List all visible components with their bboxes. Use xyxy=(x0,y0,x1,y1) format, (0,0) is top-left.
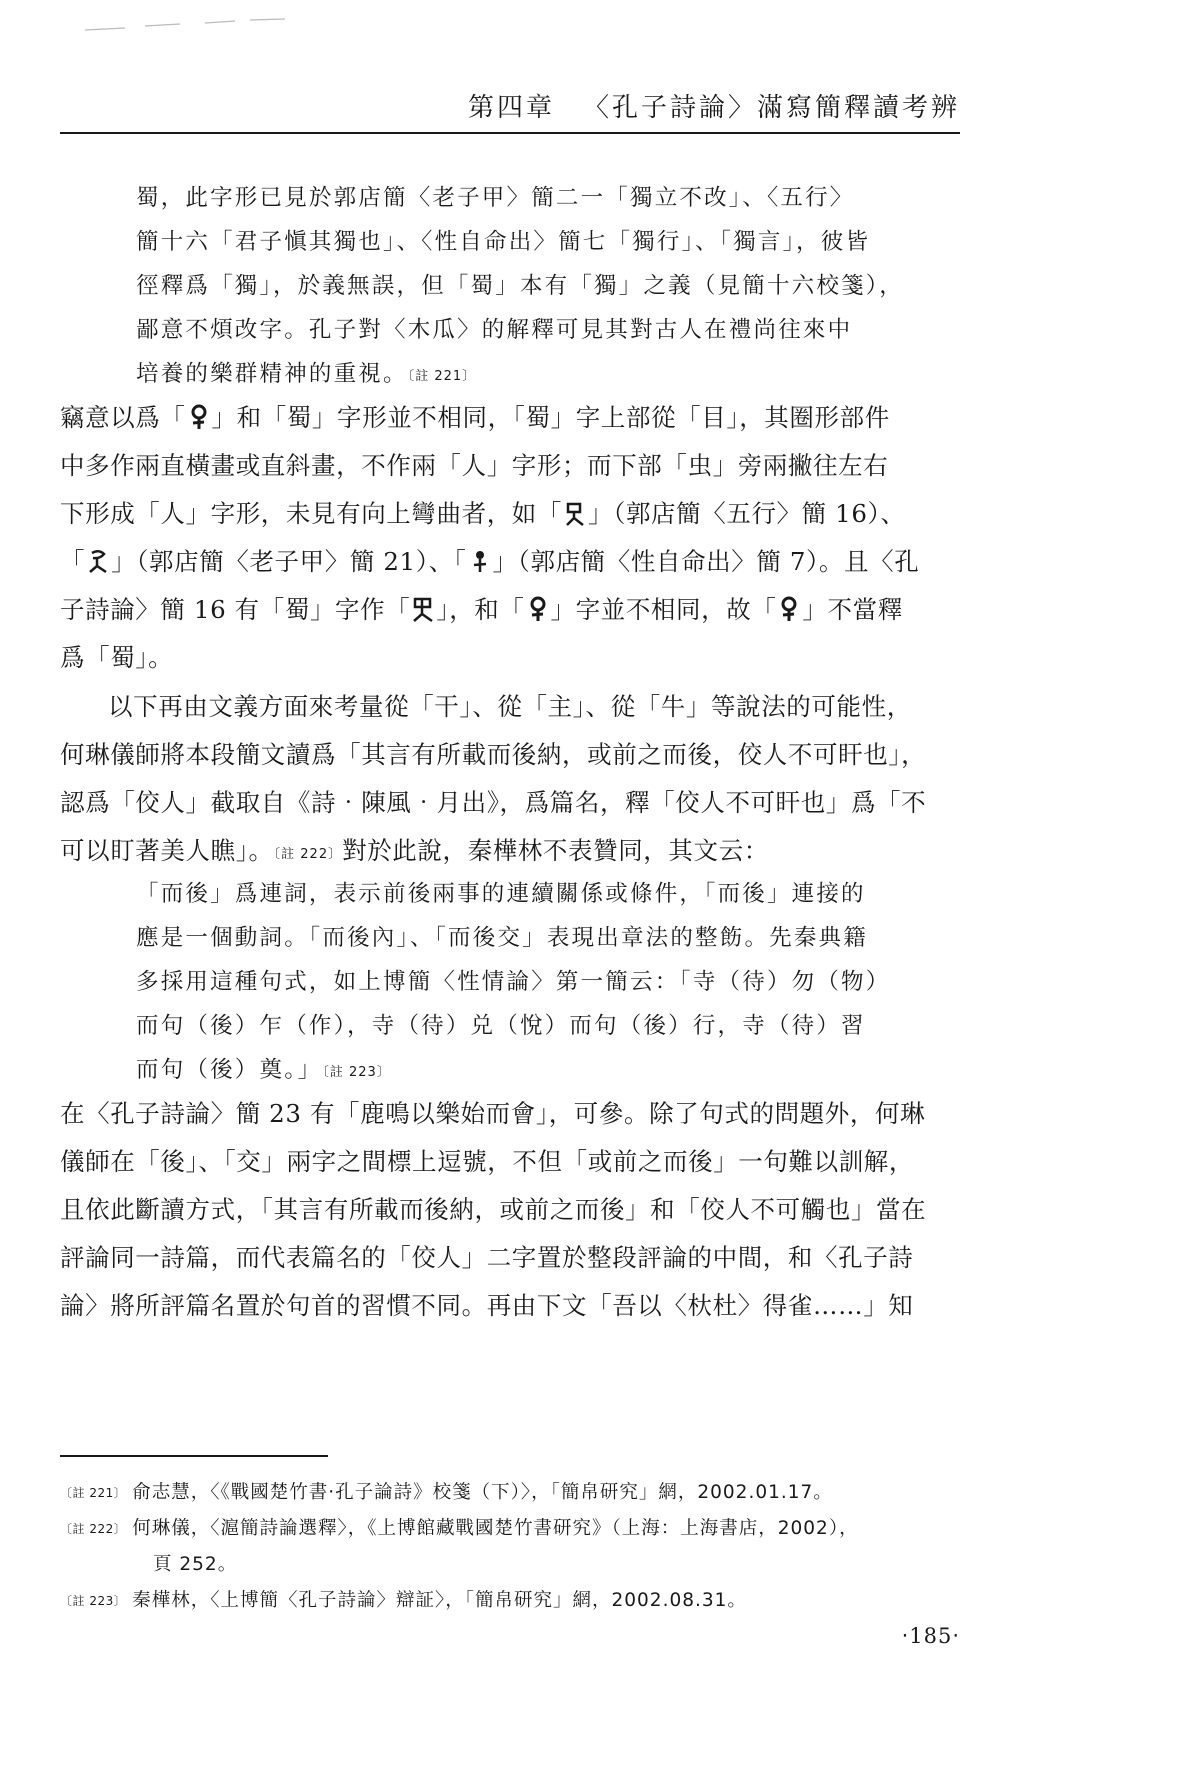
quote-line: 鄙意不煩改字。孔子對〈木瓜〉的解釋可見其對古人在禮尚往來中 xyxy=(136,317,853,343)
footnote-tag: 〔註 222〕 xyxy=(60,1522,127,1536)
body-line: 評論同一詩篇，而代表篇名的「佼人」二字置於整段評論的中間，和〈孔子詩 xyxy=(60,1243,914,1272)
body-line: 論〉將所評篇名置於句首的習慣不同。再由下文「吾以〈杕杜〉得雀……」知 xyxy=(60,1291,914,1320)
quote-text: 培養的樂群精神的重視。 xyxy=(136,361,408,387)
note-ref-222: 〔註 222〕 xyxy=(273,847,343,862)
paragraph-1 xyxy=(60,394,960,682)
quote-line: 徑釋爲「獨」，於義無誤，但「蜀」本有「獨」之義（見簡十六校箋）， xyxy=(136,273,904,299)
note-ref-221: 〔註 221〕 xyxy=(407,369,477,384)
header-text xyxy=(468,87,960,124)
footnote-tag: 〔註 223〕 xyxy=(60,1594,127,1608)
quote-line: 而句（後）乍（作），寺（待）兑（悅）而句（後）行，寺（待）習 xyxy=(136,1013,866,1039)
body-text: 「 xyxy=(60,547,86,576)
body-line xyxy=(60,394,960,442)
body-line xyxy=(60,827,960,875)
quote-line xyxy=(136,1048,916,1092)
body-text: 」，和「 xyxy=(436,595,525,624)
paragraph-2 xyxy=(60,683,960,875)
ancient-character-glyph xyxy=(564,495,586,523)
body-line: 爲「蜀」。 xyxy=(60,643,174,672)
body-line: 以下再由文義方面來考量從「干」、從「主」、從「牛」等說法的可能性， xyxy=(108,692,912,721)
body-line: 中多作兩直橫畫或直斜畫，不作兩「人」字形；而下部「虫」旁兩撇往左右 xyxy=(60,451,889,480)
ancient-character-glyph xyxy=(469,543,491,571)
quote-line: 應是一個動詞。「而後內」、「而後交」表現出章法的整飭。先秦典籍 xyxy=(136,925,868,951)
body-text: 竊意以爲「 xyxy=(60,403,186,432)
footnote-text: 俞志慧，〈《戰國楚竹書‧孔子論詩》校箋（下）〉，「簡帛研究」網，2002.01.17。 xyxy=(132,1482,833,1503)
chapter-title: 〈孔子詩論〉滿寫簡釋讀考辨 xyxy=(582,93,960,123)
body-text: 」（郭店簡〈老子甲〉簡 21）、「 xyxy=(111,547,467,576)
body-text: 子詩論〉簡 16 有「蜀」字作「 xyxy=(60,595,411,624)
body-text: 」不當釋 xyxy=(802,595,903,624)
body-line xyxy=(60,586,960,634)
running-header xyxy=(60,86,960,134)
body-line: 儀師在「後」、「交」兩字之間標上逗號，不但「或前之而後」一句難以訓解， xyxy=(60,1147,914,1176)
quote-line: 蜀，此字形已見於郭店簡〈老子甲〉簡二一「獨立不改」、〈五行〉 xyxy=(136,185,855,211)
footnote-text: 何琳儀，〈滬簡詩論選釋〉，《上博館藏戰國楚竹書研究》（上海：上海書店，2002）， xyxy=(132,1518,859,1539)
body-line: 何琳儀師將本段簡文讀爲「其言有所載而後納，或前之而後，佼人不可盰也」， xyxy=(60,740,927,769)
ancient-character-glyph xyxy=(87,543,109,571)
quote-line: 簡十六「君子愼其獨也」、〈性自命出〉簡七「獨行」、「獨言」，彼皆 xyxy=(136,229,871,255)
footnote-221 xyxy=(60,1475,960,1511)
footnote-text: 秦樺林，〈上博簡〈孔子詩論〉辯証〉，「簡帛研究」網，2002.08.31。 xyxy=(132,1590,747,1611)
quote-text: 而句（後）奠。」 xyxy=(136,1057,323,1083)
footnote-divider xyxy=(60,1455,328,1457)
quote-line: 多採用這種句式，如上博簡〈性情論〉第一簡云：「寺（待）勿（物） xyxy=(136,969,891,995)
ancient-character-glyph xyxy=(527,591,549,619)
body-text: 」和「蜀」字形並不相同，「蜀」字上部從「目」，其圈形部件 xyxy=(211,403,890,432)
chapter-label: 第四章 xyxy=(467,93,555,123)
page-number: ‧185‧ xyxy=(901,1624,960,1648)
footnote-222-continuation: 頁 252。 xyxy=(153,1554,238,1575)
quote-line: 「而後」爲連詞，表示前後兩事的連續關係或條件，「而後」連接的 xyxy=(136,881,866,907)
body-text: 」（郭店簡〈性自命出〉簡 7）。且〈孔 xyxy=(492,547,920,576)
ancient-character-glyph xyxy=(412,591,434,619)
quote-line xyxy=(136,352,916,396)
body-text: 」（郭店簡〈五行〉簡 16）、 xyxy=(588,499,906,528)
footnote-223 xyxy=(60,1583,960,1619)
note-ref-223: 〔註 223〕 xyxy=(322,1065,391,1080)
body-line: 在〈孔子詩論〉簡 23 有「鹿鳴以樂始而會」，可參。除了句式的問題外，何琳 xyxy=(60,1099,926,1128)
paragraph-3 xyxy=(60,1090,960,1330)
footnote-tag: 〔註 221〕 xyxy=(60,1486,127,1500)
block-quote-1 xyxy=(136,176,916,396)
body-text: 下形成「人」字形，未見有向上彎曲者，如「 xyxy=(60,499,562,528)
block-quote-2 xyxy=(136,872,916,1092)
body-text: 」字並不相同，故「 xyxy=(550,595,777,624)
body-line: 認爲「佼人」截取自《詩‧陳風‧月出》，爲篇名，釋「佼人不可盰也」爲「不 xyxy=(60,788,927,817)
body-text: 可以盯著美人瞧」。 xyxy=(60,836,274,865)
body-line xyxy=(60,490,960,538)
body-text: 對於此說，秦樺林不表贊同，其文云： xyxy=(342,836,769,865)
body-line: 且依此斷讀方式，「其言有所載而後納，或前之而後」和「佼人不可觸也」當在 xyxy=(60,1195,927,1224)
footnote-222 xyxy=(60,1511,960,1547)
body-line xyxy=(60,538,960,586)
footnotes xyxy=(60,1475,960,1619)
scan-smudge-mark xyxy=(85,18,285,32)
ancient-character-glyph xyxy=(778,591,800,619)
ancient-character-glyph xyxy=(188,399,210,427)
